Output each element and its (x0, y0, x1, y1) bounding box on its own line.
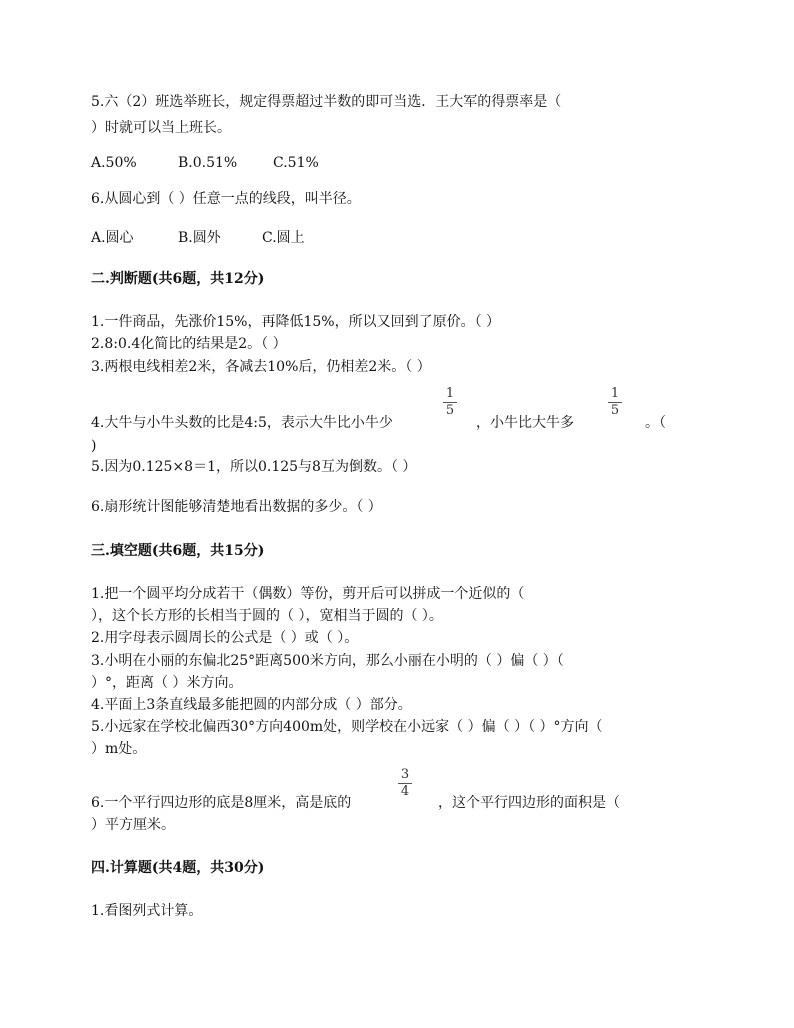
question-5-text-line2: ）时就可以当上班长。 (91, 120, 231, 136)
section-heading-judgment: 二.判断题(共6题，共12分) (91, 271, 265, 287)
judgment-question-4-part2: ，小牛比大牛多 (476, 415, 574, 431)
question-5-option-c: C.51% (273, 155, 319, 171)
judgment-question-4-line2: ) (91, 438, 97, 454)
question-5-option-b: B.0.51% (178, 155, 238, 171)
calc-question-1: 1.看图列式计算。 (91, 903, 203, 919)
question-6-option-c: C.圆上 (262, 230, 305, 246)
question-6-option-a: A.圆心 (91, 230, 134, 246)
section-heading-fill-blank: 三.填空题(共6题，共15分) (91, 543, 265, 559)
fraction-one-fifth-b (608, 387, 622, 418)
fraction-numerator: 1 (610, 386, 620, 401)
question-5-text-line1: 5.六（2）班选举班长，规定得票超过半数的即可当选．王大军的得票率是（ (91, 94, 562, 110)
fraction-one-fifth-a (443, 387, 457, 418)
fill-question-4: 4.平面上3条直线最多能把圆的内部分成（ ）部分。 (91, 697, 412, 713)
fill-question-3-line2: ）°，距离（ ）米方向。 (91, 675, 243, 691)
fill-question-2: 2.用字母表示圆周长的公式是（ ）或（ ）。 (91, 630, 359, 646)
fill-question-1-line2: ），这个长方形的长相当于圆的（ ），宽相当于圆的（ ）。 (91, 608, 443, 624)
fill-question-6-part2: ，这个平行四边形的面积是（ (438, 795, 620, 811)
fraction-numerator: 1 (445, 386, 455, 401)
fraction-denominator: 5 (445, 403, 455, 418)
fill-question-3-line1: 3.小明在小丽的东偏北25°距离500米方向，那么小丽在小明的（ ）偏（ ）（ (91, 653, 564, 669)
fill-question-6-line2: ）平方厘米。 (91, 817, 175, 833)
judgment-question-5: 5.因为0.125×8＝1，所以0.125与8互为倒数。（ ） (91, 459, 417, 475)
judgment-question-3: 3.两根电线相差2米，各减去10%后，仍相差2米。（ ） (91, 359, 431, 375)
judgment-question-4-part3: 。（ (645, 415, 666, 431)
fill-question-1-line1: 1.把一个圆平均分成若干（偶数）等份，剪开后可以拼成一个近似的（ (91, 586, 525, 602)
fill-question-5-line2: ）m处。 (91, 741, 147, 757)
question-6-text: 6.从圆心到（ ）任意一点的线段，叫半径。 (91, 191, 361, 207)
question-6-option-b: B.圆外 (178, 230, 221, 246)
judgment-question-2: 2.8:0.4化简比的结果是2。（ ） (91, 336, 287, 352)
fraction-numerator: 3 (400, 767, 410, 782)
fill-question-6-part1: 6.一个平行四边形的底是8厘米，高是底的 (91, 795, 352, 811)
judgment-question-4-part1: 4.大牛与小牛头数的比是4:5，表示大牛比小牛少 (91, 415, 393, 431)
judgment-question-1: 1.一件商品，先涨价15%，再降低15%，所以又回到了原价。（ ） (91, 314, 501, 330)
section-heading-calculation: 四.计算题(共4题，共30分) (91, 860, 265, 876)
fraction-denominator: 4 (400, 784, 410, 799)
fraction-three-quarters (398, 768, 412, 799)
fill-question-5-line1: 5.小远家在学校北偏西30°方向400m处，则学校在小远家（ ）偏（ ）（ ）°方向（ (91, 719, 603, 735)
question-5-option-a: A.50% (91, 155, 137, 171)
judgment-question-6: 6.扇形统计图能够清楚地看出数据的多少。（ ） (91, 499, 382, 515)
fraction-denominator: 5 (610, 403, 620, 418)
